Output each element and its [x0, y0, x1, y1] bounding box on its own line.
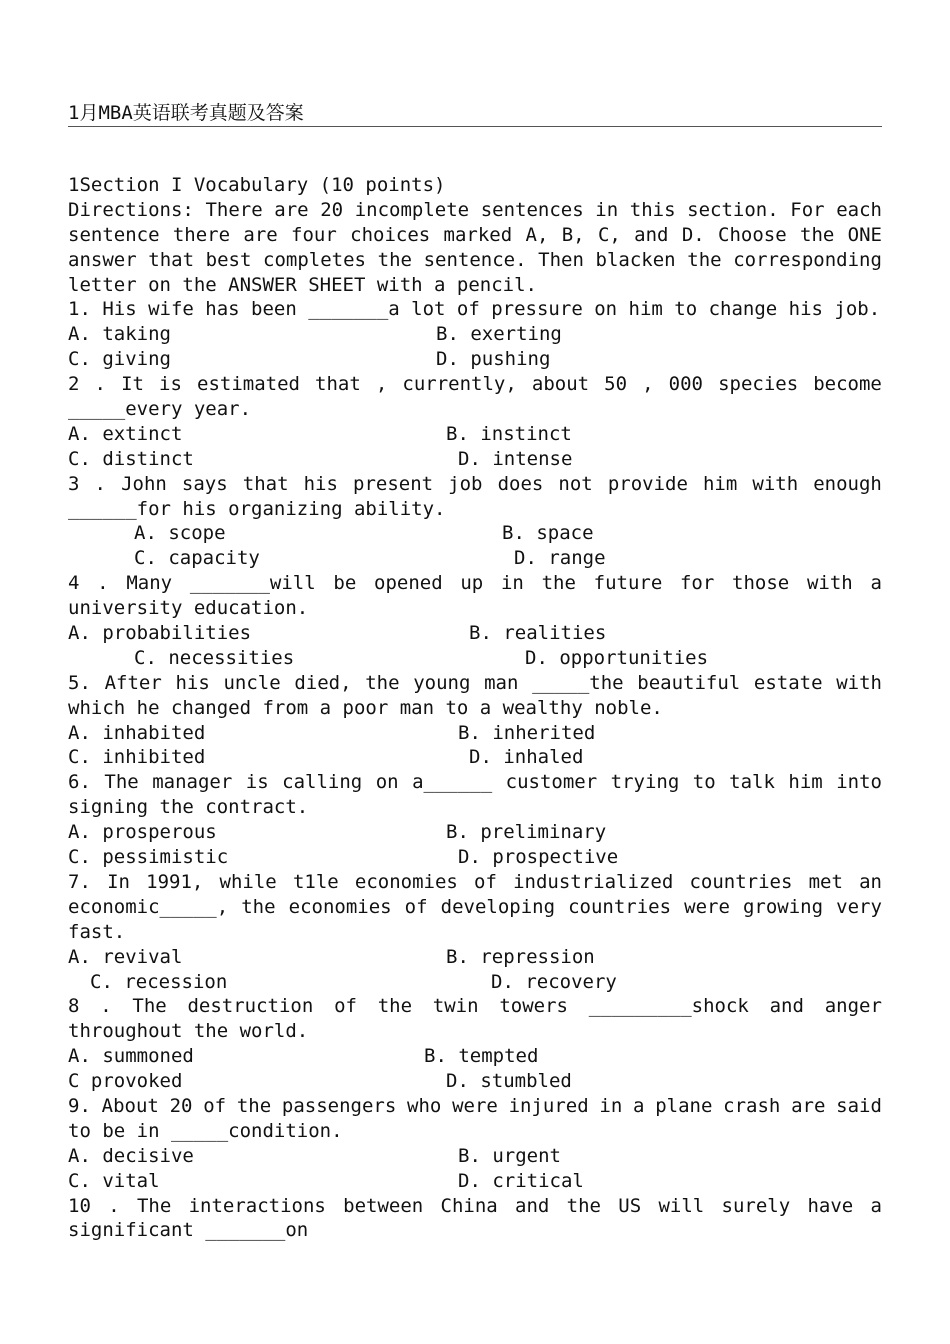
question-stem-line: ______for his organizing ability.	[68, 497, 446, 520]
option-row	[68, 546, 882, 571]
option-row	[68, 646, 882, 671]
answer-option: B. space	[502, 522, 594, 545]
answer-option: B. inherited	[458, 721, 596, 744]
answer-option: C. necessities	[134, 646, 295, 669]
question-stem-line: 5. After his uncle died, the young man _____the beautiful estate with	[68, 671, 882, 694]
page-header	[68, 101, 882, 127]
directions-line: sentence there are four choices marked A, B, C, and D. Choose the ONE	[68, 223, 882, 246]
option-row	[68, 447, 882, 472]
answer-option: D. inhaled	[469, 746, 584, 769]
answer-option: B. realities	[469, 622, 607, 645]
option-row	[68, 845, 882, 870]
question-stem-line: 4 . Many _______will be opened up in the future for those with a	[68, 572, 882, 595]
page-title: 1月MBA英语联考真题及答案	[68, 102, 304, 124]
answer-option: A. decisive	[68, 1144, 194, 1167]
answer-option: C. pessimistic	[68, 846, 229, 869]
answer-option: A. inhabited	[68, 721, 206, 744]
question-stem-line: signing the contract.	[68, 796, 309, 819]
option-row	[68, 322, 882, 347]
option-row	[68, 1144, 882, 1169]
option-row	[68, 347, 882, 372]
answer-option: D. intense	[458, 447, 573, 470]
answer-option: B. repression	[446, 945, 595, 968]
answer-option: A. summoned	[68, 1045, 194, 1068]
option-row	[68, 945, 882, 970]
document-body	[68, 173, 882, 1243]
answer-option: C. inhibited	[68, 746, 206, 769]
option-row	[68, 721, 882, 746]
answer-option: C. distinct	[68, 447, 194, 470]
answer-option: C. recession	[90, 970, 228, 993]
option-row	[68, 745, 882, 770]
answer-option: A. scope	[134, 522, 226, 545]
question-stem-line: significant _______on	[68, 1219, 309, 1242]
answer-option: D. critical	[458, 1169, 584, 1192]
question-stem-line: to be in _____condition.	[68, 1119, 343, 1142]
option-row	[68, 621, 882, 646]
answer-option: B. preliminary	[446, 821, 607, 844]
option-row	[68, 521, 882, 546]
answer-option: B. instinct	[446, 422, 572, 445]
question-stem-line: _____every year.	[68, 398, 252, 421]
option-row	[68, 422, 882, 447]
question-stem-line: 8 . The destruction of the twin towers _________shock and anger	[68, 995, 882, 1018]
answer-option: D. range	[514, 547, 606, 570]
answer-option: B. tempted	[424, 1045, 539, 1068]
answer-option: C. capacity	[134, 547, 260, 570]
answer-option: A. prosperous	[68, 821, 217, 844]
answer-option: D. stumbled	[446, 1070, 572, 1093]
question-stem-line: which he changed from a poor man to a wealthy noble.	[68, 696, 663, 719]
question-stem-line: fast.	[68, 920, 126, 943]
answer-option: C. vital	[68, 1169, 160, 1192]
question-stem-line: 7. In 1991, while t1le economies of industrialized countries met an	[68, 870, 882, 893]
question-stem-line: 9. About 20 of the passengers who were injured in a plane crash are said	[68, 1094, 882, 1117]
answer-option: B. urgent	[458, 1144, 561, 1167]
answer-option: A. taking	[68, 323, 171, 346]
answer-option: C. giving	[68, 348, 171, 371]
answer-option: D. pushing	[436, 348, 551, 371]
answer-option: A. probabilities	[68, 622, 252, 645]
question-stem-line: 1. His wife has been _______a lot of pressure on him to change his job.	[68, 298, 881, 321]
option-row	[68, 820, 882, 845]
question-stem-line: 6. The manager is calling on a______ customer trying to talk him into	[68, 771, 882, 794]
question-stem-line: throughout the world.	[68, 1020, 309, 1043]
answer-option: A. revival	[68, 945, 183, 968]
question-stem-line: university education.	[68, 597, 309, 620]
answer-option: D. recovery	[491, 970, 617, 993]
option-row	[68, 970, 882, 995]
answer-option: A. extinct	[68, 422, 183, 445]
option-row	[68, 1169, 882, 1194]
answer-option: D. opportunities	[525, 646, 709, 669]
section-title: 1Section I Vocabulary (10 points)	[68, 174, 446, 196]
question-stem-line: economic_____, the economies of developing countries were growing very	[68, 895, 882, 918]
question-stem-line: 2 . It is estimated that , currently, about 50 , 000 species become	[68, 373, 882, 396]
question-stem-line: 3 . John says that his present job does not provide him with enough	[68, 472, 882, 495]
option-row	[68, 1069, 882, 1094]
answer-option: C provoked	[68, 1070, 183, 1093]
directions-line: Directions: There are 20 incomplete sentences in this section. For each	[68, 198, 882, 221]
directions-line: answer that best completes the sentence. Then blacken the corresponding	[68, 248, 882, 271]
answer-option: B. exerting	[436, 323, 562, 346]
question-stem-line: 10 . The interactions between China and the US will surely have a	[68, 1194, 882, 1217]
option-row	[68, 1044, 882, 1069]
answer-option: D. prospective	[458, 846, 619, 869]
directions-line: letter on the ANSWER SHEET with a pencil.	[68, 273, 537, 296]
